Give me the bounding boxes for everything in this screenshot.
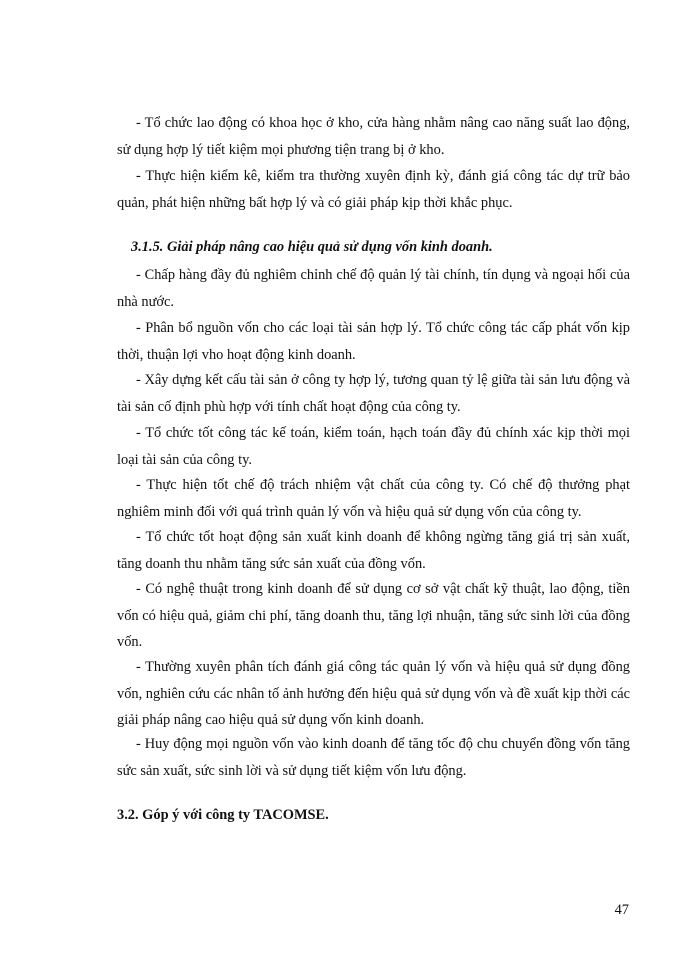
paragraph-capital-allocation: - Phân bổ nguồn vốn cho các loại tài sản hợp lý. Tổ chức công tác cấp phát vốn kịp thời, thuận lợi vho hoạt động kinh doanh. (117, 320, 630, 363)
paragraph-material-responsibility: - Thực hiện tốt chế độ trách nhiệm vật chất của công ty. Có chế độ thưởng phạt nghiêm minh đối với quá trình quản lý vốn và hiệu quả sử dụng vốn của công ty. (117, 477, 630, 520)
paragraph-accounting: - Tổ chức tốt công tác kế toán, kiểm toán, hạch toán đầy đủ chính xác kịp thời mọi loại tài sản của công ty. (117, 425, 630, 468)
page-number: 47 (614, 902, 629, 918)
section-heading-3-2: 3.2. Góp ý với công ty TACOMSE. (117, 807, 329, 823)
paragraph-asset-structure: - Xây dựng kết cấu tài sản ở công ty hợp lý, tương quan tỷ lệ giữa tài sản lưu động và tài sản cố định phù hợp với tính chất hoạt động của công ty. (117, 372, 630, 415)
paragraph-financial-compliance: - Chấp hàng đầy đủ nghiêm chỉnh chế độ quản lý tài chính, tín dụng và ngoại hối của nhà nước. (117, 267, 630, 310)
paragraph-capital-mobilization: - Huy động mọi nguồn vốn vào kinh doanh để tăng tốc độ chu chuyển đồng vốn tăng sức sản xuất, sức sinh lời và sử dụng tiết kiệm vốn lưu động. (117, 736, 630, 779)
paragraph-production-business: - Tổ chức tốt hoạt động sản xuất kinh doanh để không ngừng tăng giá trị sản xuất, tăng doanh thu nhằm tăng sức sản xuất của đồng vốn. (117, 529, 630, 572)
paragraph-business-art: - Có nghệ thuật trong kinh doanh để sử dụng cơ sở vật chất kỹ thuật, lao động, tiền vốn có hiệu quả, giảm chi phí, tăng doanh thu, tăng lợi nhuận, tăng sức sinh lời của đồng vốn. (117, 581, 630, 650)
paragraph-inventory-check: - Thực hiện kiểm kê, kiểm tra thường xuyên định kỳ, đánh giá công tác dự trữ bảo quản, phát hiện những bất hợp lý và có giải pháp kịp thời khắc phục. (117, 168, 630, 211)
paragraph-labor-organization: - Tổ chức lao động có khoa học ở kho, cửa hàng nhằm nâng cao năng suất lao động, sử dụng hợp lý tiết kiệm mọi phương tiện trang bị ở kho. (117, 115, 630, 158)
section-heading-3-1-5: 3.1.5. Giải pháp nâng cao hiệu quả sử dụng vốn kinh doanh. (131, 239, 493, 255)
paragraph-regular-analysis: - Thường xuyên phân tích đánh giá công tác quản lý vốn và hiệu quả sử dụng đồng vốn, nghiên cứu các nhân tố ảnh hưởng đến hiệu quả sử dụng vốn và đề xuất kịp thời các giải pháp nâng cao hiệu quả sử dụng vốn kinh doanh. (117, 659, 630, 728)
